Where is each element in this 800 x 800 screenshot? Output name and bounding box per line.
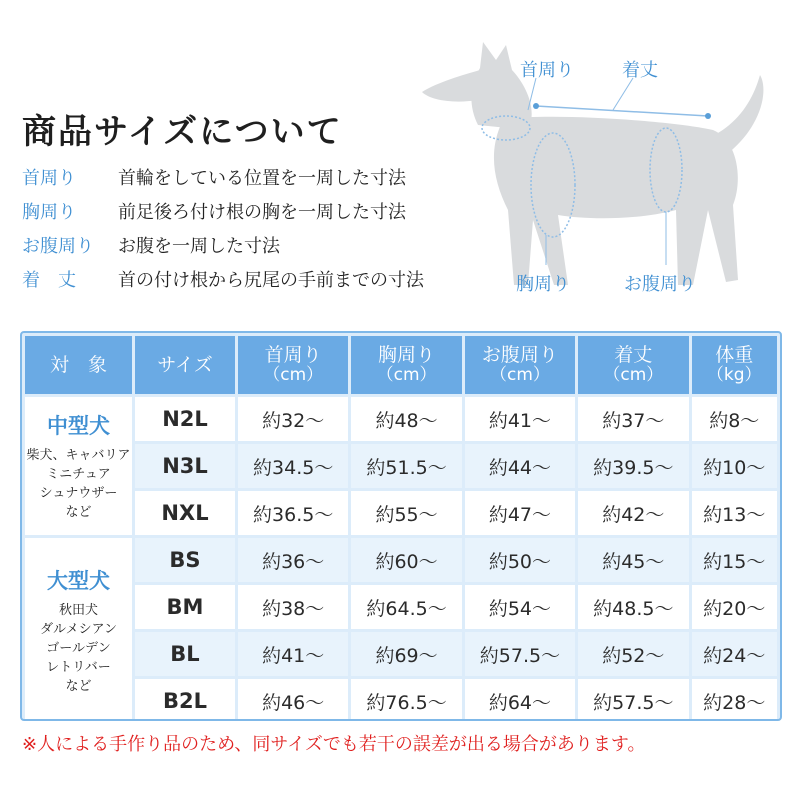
header-neck: 首周り （cm） <box>238 336 348 394</box>
header-weight: 体重 （kg） <box>692 336 778 394</box>
size-cell: B2L <box>135 679 235 721</box>
header-length: 着丈 （cm） <box>578 336 688 394</box>
length-cell: 約37～ <box>578 397 688 441</box>
belly-cell: 約50～ <box>465 538 575 582</box>
chest-cell: 約69～ <box>351 632 461 676</box>
neck-cell: 約36.5～ <box>238 491 348 535</box>
chest-cell: 約51.5～ <box>351 444 461 488</box>
dog-label-belly: お腹周り <box>624 274 696 295</box>
table-row <box>25 585 777 629</box>
definition-term: お腹周り <box>22 236 94 257</box>
chest-cell: 約64.5～ <box>351 585 461 629</box>
belly-cell: 約54～ <box>465 585 575 629</box>
chest-cell: 約48～ <box>351 397 461 441</box>
neck-cell: 約41～ <box>238 632 348 676</box>
length-cell: 約52～ <box>578 632 688 676</box>
length-cell: 約57.5～ <box>578 679 688 721</box>
weight-cell: 約20～ <box>692 585 778 629</box>
definition-belly <box>22 228 424 262</box>
dog-label-chest: 胸周り <box>516 274 570 295</box>
chest-cell: 約60～ <box>351 538 461 582</box>
weight-cell: 約8～ <box>692 397 778 441</box>
belly-cell: 約44～ <box>465 444 575 488</box>
header-chest: 胸周り （cm） <box>351 336 461 394</box>
belly-cell: 約41～ <box>465 397 575 441</box>
belly-cell: 約57.5～ <box>465 632 575 676</box>
neck-cell: 約34.5～ <box>238 444 348 488</box>
definition-list <box>22 160 424 296</box>
neck-cell: 約32～ <box>238 397 348 441</box>
length-cell: 約39.5～ <box>578 444 688 488</box>
definition-term: 胸周り <box>22 202 76 223</box>
definition-desc: 前足後ろ付け根の胸を一周した寸法 <box>118 202 406 223</box>
size-cell: N2L <box>135 397 235 441</box>
weight-cell: 約15～ <box>692 538 778 582</box>
definition-desc: 首の付け根から尻尾の手前までの寸法 <box>118 270 424 291</box>
definition-desc: 首輪をしている位置を一周した寸法 <box>118 168 406 189</box>
definition-chest <box>22 194 424 228</box>
length-cell: 約42～ <box>578 491 688 535</box>
group-large: 大型犬 秋田犬 ダルメシアン ゴールデン レトリバー など <box>25 538 132 721</box>
chest-cell: 約76.5～ <box>351 679 461 721</box>
length-line <box>536 106 708 116</box>
dog-illustration <box>408 30 788 320</box>
weight-cell: 約24～ <box>692 632 778 676</box>
neck-cell: 約46～ <box>238 679 348 721</box>
group-medium: 中型犬 柴犬、キャバリア ミニチュア シュナウザー など <box>25 397 132 535</box>
definition-term: 首周り <box>22 168 76 189</box>
weight-cell: 約28～ <box>692 679 778 721</box>
table-header-row <box>25 336 777 394</box>
page-title: 商品サイズについて <box>22 112 343 152</box>
header-target: 対 象 <box>25 336 132 394</box>
dog-label-neck: 首周り <box>520 60 574 81</box>
table-row <box>25 679 777 721</box>
definition-neck <box>22 160 424 194</box>
weight-cell: 約13～ <box>692 491 778 535</box>
size-cell: BS <box>135 538 235 582</box>
header-size: サイズ <box>135 336 235 394</box>
length-cell: 約48.5～ <box>578 585 688 629</box>
table-row <box>25 397 777 441</box>
table-row <box>25 491 777 535</box>
belly-cell: 約64～ <box>465 679 575 721</box>
size-cell: N3L <box>135 444 235 488</box>
table-row <box>25 538 777 582</box>
size-cell: BM <box>135 585 235 629</box>
chest-cell: 約55～ <box>351 491 461 535</box>
weight-cell: 約10～ <box>692 444 778 488</box>
neck-cell: 約38～ <box>238 585 348 629</box>
neck-cell: 約36～ <box>238 538 348 582</box>
disclaimer-note: ※人による手作り品のため、同サイズでも若干の誤差が出る場合があります。 <box>22 734 646 755</box>
belly-cell: 約47～ <box>465 491 575 535</box>
definition-length <box>22 262 424 296</box>
definition-desc: お腹を一周した寸法 <box>118 236 280 257</box>
dog-label-length: 着丈 <box>622 60 658 81</box>
size-cell: NXL <box>135 491 235 535</box>
header-belly: お腹周り （cm） <box>465 336 575 394</box>
size-table <box>20 331 782 721</box>
definition-term: 着 丈 <box>22 270 76 291</box>
length-cell: 約45～ <box>578 538 688 582</box>
size-cell: BL <box>135 632 235 676</box>
table-row <box>25 632 777 676</box>
table-row <box>25 444 777 488</box>
